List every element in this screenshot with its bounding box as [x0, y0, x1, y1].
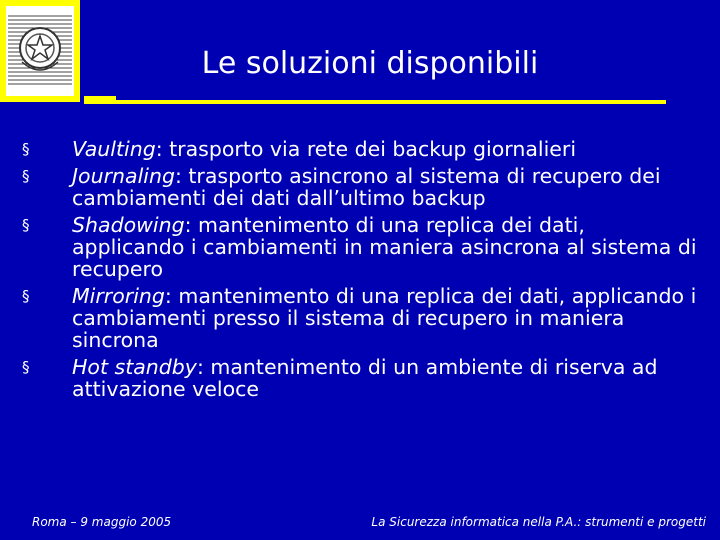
- bullet-item-journaling: [22, 165, 702, 209]
- footer-date: Roma – 9 maggio 2005: [32, 515, 172, 529]
- title-underline: [84, 100, 666, 104]
- bullet-text: : mantenimento di una replica dei dati, applicando i cambiamenti in maniera asincrona al sistema di recupero: [72, 213, 697, 281]
- bullet-marker-icon: §: [22, 287, 30, 305]
- bullet-text: : mantenimento di una replica dei dati, applicando i cambiamenti presso il sistema di recupero in maniera sincrona: [72, 284, 697, 352]
- bullet-marker-icon: §: [22, 216, 30, 234]
- bullet-list: [22, 138, 702, 405]
- bullet-text: : trasporto asincrono al sistema di recupero dei cambiamenti dei dati dall’ultimo backup: [72, 164, 661, 210]
- bullet-term: Hot standby: [72, 355, 197, 379]
- bullet-term: Mirroring: [72, 284, 165, 308]
- bullet-marker-icon: §: [22, 167, 30, 185]
- bullet-text: : mantenimento di un ambiente di riserva ad attivazione veloce: [72, 355, 658, 401]
- bullet-text: : trasporto via rete dei backup giornalieri: [155, 137, 577, 161]
- bullet-marker-icon: §: [22, 140, 30, 158]
- logo-panel: [6, 6, 74, 96]
- bullet-marker-icon: §: [22, 358, 30, 376]
- bullet-term: Vaulting: [72, 137, 156, 161]
- slide-title: Le soluzioni disponibili: [201, 46, 539, 81]
- footer-event-title: La Sicurezza informatica nella P.A.: strumenti e progetti: [371, 515, 706, 529]
- bullet-item-hot-standby: [22, 356, 702, 400]
- bullet-item-mirroring: [22, 285, 702, 351]
- logo-frame: [0, 0, 80, 102]
- bullet-item-shadowing: [22, 214, 702, 280]
- emblem-icon: [6, 6, 74, 96]
- bullet-term: Shadowing: [72, 213, 185, 237]
- bullet-term: Journaling: [72, 164, 175, 188]
- bullet-item-vaulting: [22, 138, 702, 160]
